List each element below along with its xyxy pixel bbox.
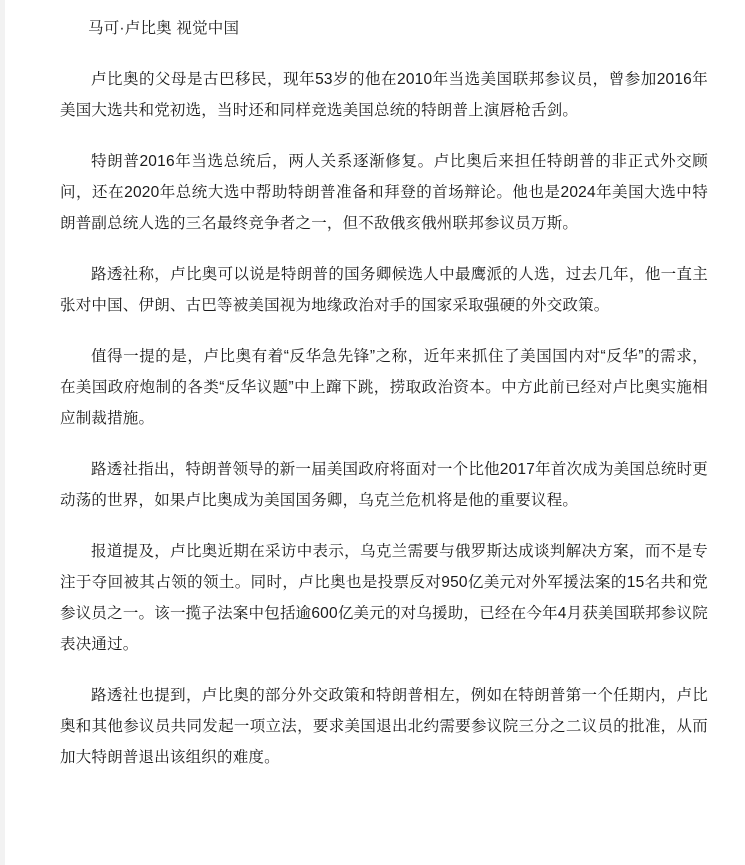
paragraph: 报道提及，卢比奥近期在采访中表示，乌克兰需要与俄罗斯达成谈判解决方案，而不是专注于夺回被其占领的领土。同时，卢比奥也是投票反对950亿美元对外军援法案的15名共和党参议员之一。该一揽子法案中包括逾600亿美元的对乌援助，已经在今年4月获美国联邦参议院表决通过。 [60, 543, 708, 654]
paragraph: 特朗普2016年当选总统后，两人关系逐渐修复。卢比奥后来担任特朗普的非正式外交顾问，还在2020年总统大选中帮助特朗普准备和拜登的首场辩论。他也是2024年美国大选中特朗普副总统人选的三名最终竞争者之一，但不敌俄亥俄州联邦参议员万斯。 [60, 153, 708, 233]
paragraph: 路透社指出，特朗普领导的新一届美国政府将面对一个比他2017年首次成为美国总统时更动荡的世界，如果卢比奥成为美国国务卿，乌克兰危机将是他的重要议程。 [60, 461, 708, 510]
paragraph: 值得一提的是，卢比奥有着“反华急先锋”之称，近年来抓住了美国国内对“反华”的需求，在美国政府炮制的各类“反华议题”中上蹿下跳，捞取政治资本。中方此前已经对卢比奥实施相应制裁措施。 [60, 348, 708, 428]
image-caption: 马可·卢比奥 视觉中国 [88, 20, 240, 37]
paragraph: 路透社也提到，卢比奥的部分外交政策和特朗普相左，例如在特朗普第一个任期内，卢比奥和其他参议员共同发起一项立法，要求美国退出北约需要参议院三分之二议员的批准，从而加大特朗普退出该组织的难度。 [60, 687, 708, 767]
left-margin-rule [0, 0, 5, 865]
article-body [60, 0, 708, 793]
paragraph: 路透社称，卢比奥可以说是特朗普的国务卿候选人中最鹰派的人选，过去几年，他一直主张对中国、伊朗、古巴等被美国视为地缘政治对手的国家采取强硬的外交政策。 [60, 266, 708, 315]
paragraph: 卢比奥的父母是古巴移民，现年53岁的他在2010年当选美国联邦参议员，曾参加2016年美国大选共和党初选，当时还和同样竞选美国总统的特朗普上演唇枪舌剑。 [60, 71, 708, 120]
